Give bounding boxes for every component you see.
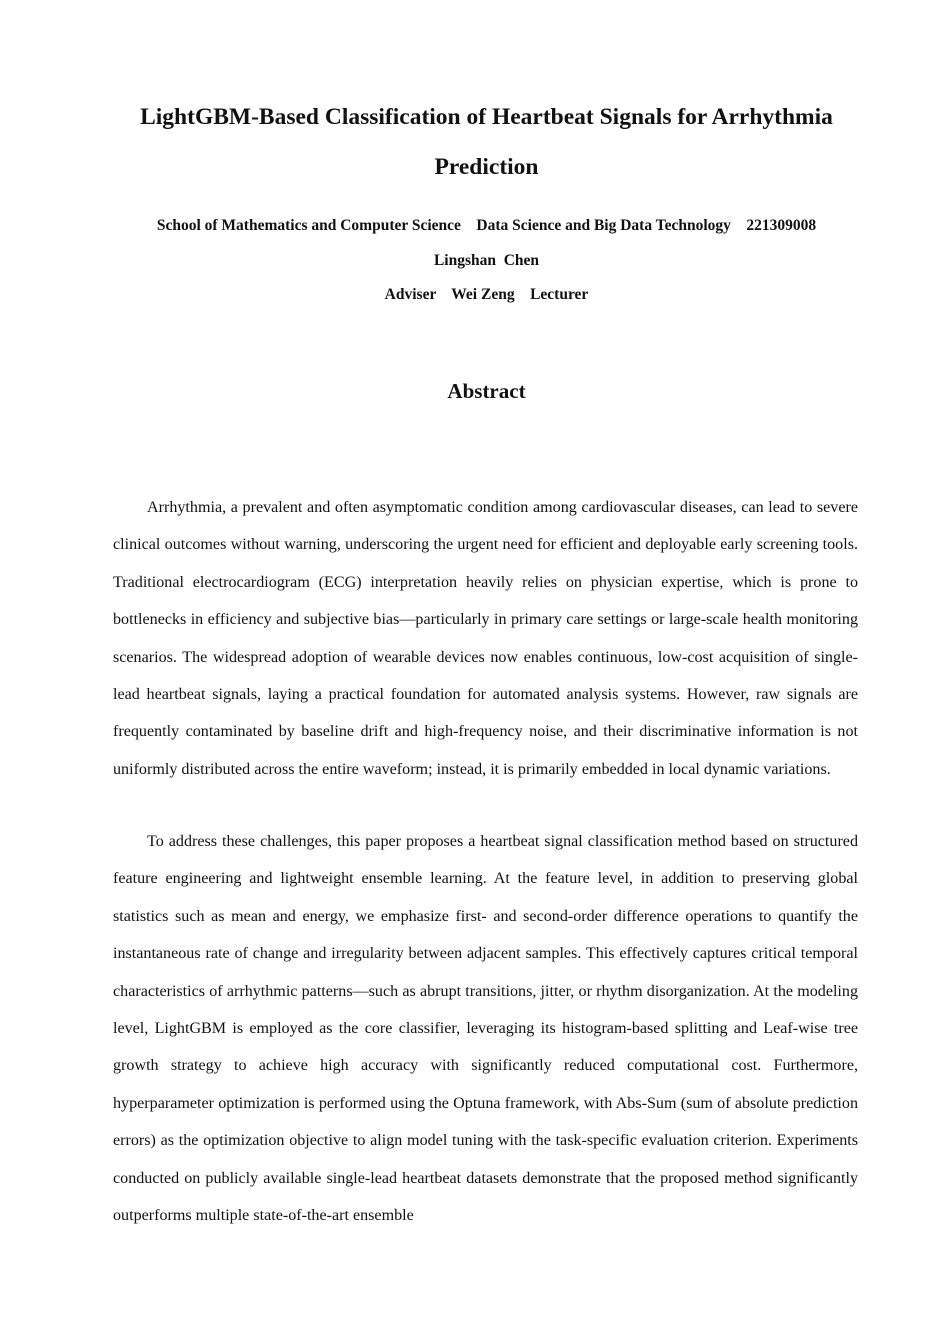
abstract-heading: Abstract [447,379,526,403]
abstract-paragraph: Arrhythmia, a prevalent and often asymptomatic condition among cardiovascular diseases, can lead to severe clinical outcomes without warning, underscoring the urgent need for efficient and deployable early screening tools. Traditional electrocardiogram (ECG) interpretation heavily relies on physician expertise, which is prone to bottlenecks in efficiency and subjective bias—particularly in primary care settings or large-scale health monitoring scenarios. The widespread adoption of wearable devices now enables continuous, low-cost acquisition of single-lead heartbeat signals, laying a practical foundation for automated analysis systems. However, raw signals are frequently contaminated by baseline drift and high-frequency noise, and their discriminative information is not uniformly distributed across the entire waveform; instead, it is primarily embedded in local dynamic variations. [113,499,858,778]
author-name: Lingshan Chen [433,252,540,269]
abstract-paragraph: To address these challenges, this paper proposes a heartbeat signal classification method based on structured feature engineering and lightweight ensemble learning. At the feature level, in addition to preserving global statistics such as mean and energy, we emphasize first- and second-order difference operations to quantify the instantaneous rate of change and irregularity between adjacent samples. This effectively captures critical temporal characteristics of arrhythmic patterns—such as abrupt transitions, jitter, or rhythm disorganization. At the modeling level, LightGBM is employed as the core classifier, leveraging its histogram-based splitting and Leaf-wise tree growth strategy to achieve high accuracy with significantly reduced computational cost. Furthermore, hyperparameter optimization is performed using the Optuna framework, with Abs-Sum (sum of absolute prediction errors) as the optimization objective to align model tuning with the task-specific evaluation criterion. Experiments conducted on publicly available single-lead heartbeat datasets demonstrate that the proposed method significantly outperforms multiple state-of-the-art ensemble [113,833,858,1225]
paper-title-line-2: Prediction [434,154,539,180]
paper-title-line-1: LightGBM-Based Classification of Heartbeat Signals for Arrhythmia [140,104,833,130]
abstract-paragraph-2-block [113,823,858,1234]
author-affiliation: School of Mathematics and Computer Science Data Science and Big Data Technology 221309008 [156,217,817,234]
adviser-line: Adviser Wei Zeng Lecturer [384,286,589,303]
abstract-paragraph-1-block [113,489,858,788]
